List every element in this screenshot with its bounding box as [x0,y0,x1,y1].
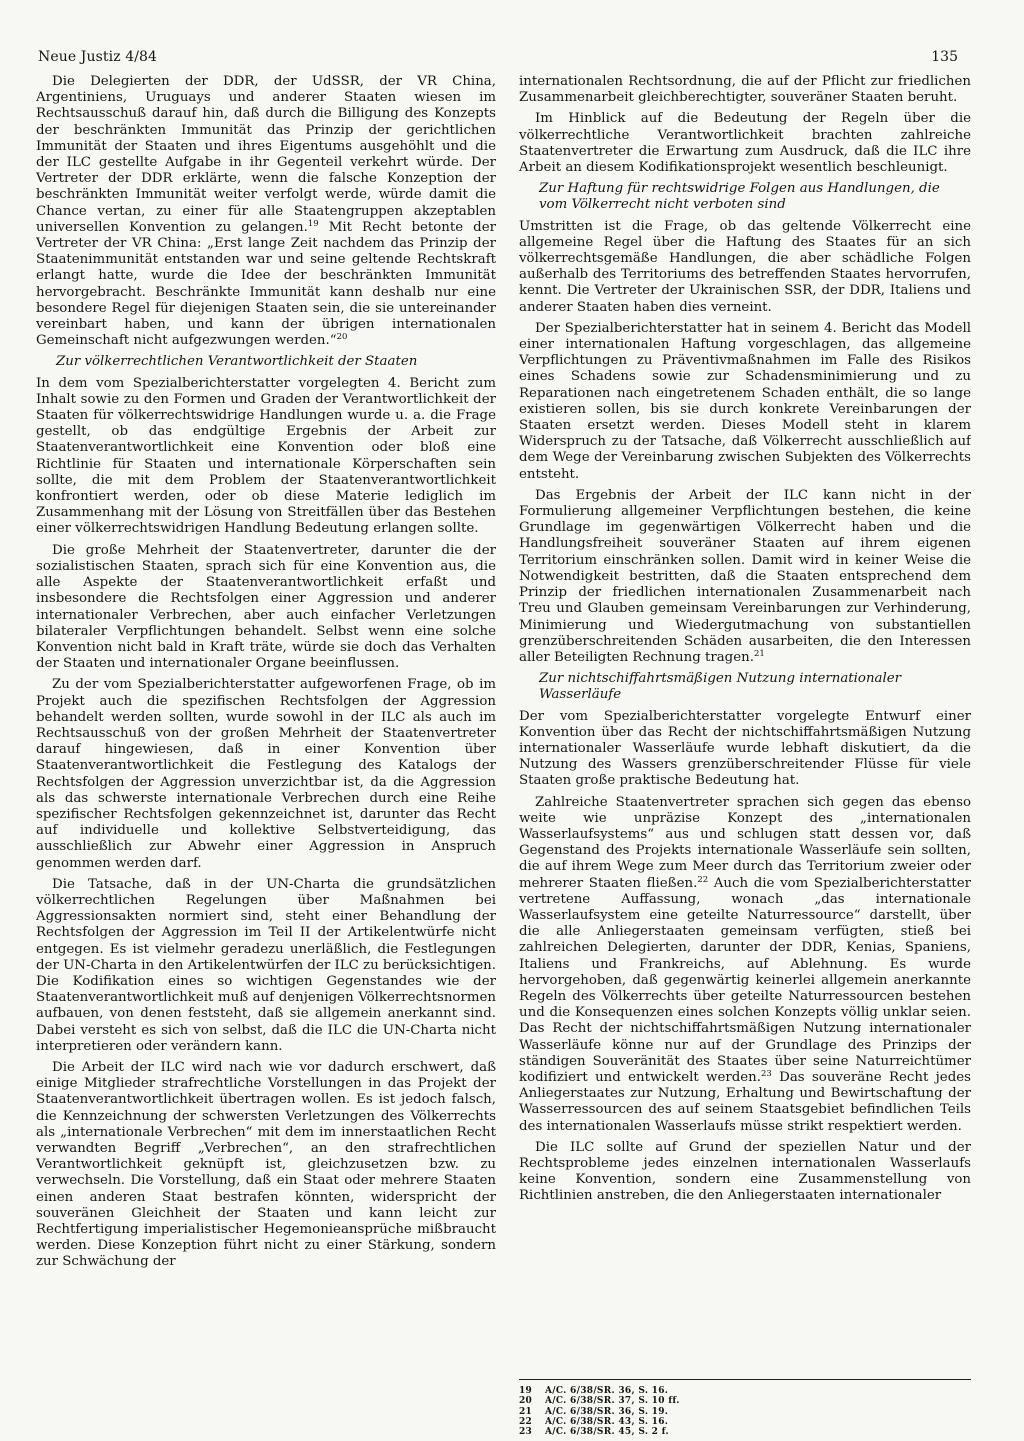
footnote-number: 22 [519,1416,533,1427]
footnote [519,1417,971,1427]
paragraph [519,488,971,666]
paragraph [519,795,971,1135]
footnote [519,1407,971,1417]
section-heading: Zur nichtschiffahrtsmäßigen Nutzung internationaler Wasserläufe [539,671,902,703]
paragraph: Die große Mehrheit der Staatenvertreter, darunter die der sozialistischen Staaten, sprach sich für eine Konvention aus, die alle Aspekte der Staatenverantwortlichkeit erfaßt und insbesondere die Rechtsfolgen einer Aggression und anderer internationaler Verbrechen, aber auch einfacher Verletzungen bilateraler Verpflichtungen behandelt. Selbst wenn eine solche Konvention nicht bald in Kraft träte, würde sie doch das Verhalten der Staaten und internationaler Organe beeinflussen. [36,542,496,672]
paragraph: internationalen Rechtsordnung, die auf der Pflicht zur friedlichen Zusammenarbeit gleichberechtigter, souveräner Staaten beruht. [519,74,971,106]
footnote-number: 20 [519,1396,533,1407]
footnote-number: 23 [519,1427,533,1438]
paragraph: Die Tatsache, daß in der UN-Charta die grundsätzlichen völkerrechtlichen Regelungen über Maßnahmen bei Aggressionsakten normiert sind, steht einer Behandlung der Rechtsfolgen der Aggression im Teil II der Artikelentwürfe nicht entgegen. Es ist vielmehr geradezu unerläßlich, die Festlegungen der UN-Charta in den Artikelentwürfen der ILC zu berücksichtigen. Die Kodifikation eines so wichtigen Gegenstandes wie der Staatenverantwortlichkeit muß auf denjenigen Völkerrechtsnormen aufbauen, von denen feststeht, daß sie allgemein anerkannt sind. Dabei versteht es sich von selbst, daß die ILC die UN-Charta nicht interpretieren oder verändern kann. [36,876,496,1054]
footnote [519,1396,971,1406]
footnote-text: A/C. 6/38/SR. 37, S. 10 ff. [545,1396,680,1407]
footnote-number: 21 [519,1406,533,1417]
footnote-ref: 23 [761,1068,772,1079]
footnote-ref: 20 [336,332,348,343]
footnote-text: A/C. 6/38/SR. 45, S. 2 f. [545,1427,669,1438]
paragraph: Im Hinblick auf die Bedeutung der Regeln über die völkerrechtliche Verantwortlichkeit brachten zahlreiche Staatenvertreter die Erwartung zum Ausdruck, daß die ILC ihre Arbeit an diesem Kodifikationsprojekt wesentlich beschleunigt. [519,111,971,176]
paragraph: Der Spezialberichterstatter hat in seinem 4. Bericht das Modell einer internationalen Haftung vorgeschlagen, das allgemeine Verpflichtungen zu Präventivmaßnahmen im Falle des Risikos eines Schadens sowie zur Schadensminimierung und zu Reparationen nach eingetretenem Schaden enthält, die so lange existieren sollen, bis sie durch konkrete Vereinbarungen der Staaten ersetzt werden. Dieses Modell steht in klarem Widerspruch zu der Tatsache, daß Völkerrecht ausschließlich auf dem Wege der Vereinbarung zwischen Subjekten des Völkerrechts entsteht. [519,320,971,482]
paragraph-text: Mit Recht betonte der Vertreter der VR China: „Erst lange Zeit nachdem das Prinzip der Staatenimmunität entstanden war und seine geltende Rechtskraft erlangt hatte, wurde die Idee der beschränkten Immunität hervorgebracht. Beschränkte Immunität kann deshalb nur eine besondere Regel für diejenigen Staaten sein, die sie untereinander vereinbart haben, und kann der übrigen internationalen Gemeinschaft nicht aufgezwungen werden.“ [36,219,496,349]
footnote [519,1386,971,1396]
left-column [36,74,496,1364]
footnotes [519,1386,971,1437]
page-number: 135 [931,49,958,65]
footnote-text: A/C. 6/38/SR. 36, S. 19. [545,1406,669,1417]
paragraph-text: Auch die vom Spezialberichterstatter vertretene Auffassung, wonach „das internationale Wasserlaufsystem eine geteilte Naturressource“ darstellt, über die alle Anliegerstaaten gemeinsam verfügten, stieß bei zahlreichen Delegierten, darunter der DDR, Kenias, Spaniens, Italiens und Frankreichs, auf Ablehnung. Es wurde hervorgehoben, daß gegenwärtig keinerlei allgemein anerkannte Regeln des Völkerrechts über geteilte Naturressourcen bestehen und die Konsequenzen eines solchen Konzepts völlig unklar seien. Das Recht der nichtschiffahrtsmäßigen Nutzung internationaler Wasserläufe könne nur auf der Grundlage des Prinzips der ständigen Souveränität des Staates über seine Naturreichtümer kodifiziert und entwickelt werden. [519,875,971,1085]
paragraph-text: Die Delegierten der DDR, der UdSSR, der VR China, Argentiniens, Uruguays und anderer Staaten wiesen im Rechtsausschuß darauf hin, daß durch die Billigung des Konzepts der beschränkten Immunität das Prinzip der gerichtlichen Immunität der Staaten und ihres Eigentums ausgehöhlt und die der ILC gestellte Aufgabe in ihr Gegenteil verkehrt würde. Der Vertreter der DDR erklärte, wenn die falsche Konzeption der beschränkten Immunität weiter verfolgt werde, würde damit die Chance vertan, zu einer für alle Staatengruppen akzeptablen universellen Konvention zu gelangen. [36,74,496,235]
paragraph-text: Zahlreiche Staatenvertreter sprachen sich gegen das ebenso weite wie unpräzise Konzept des „internationalen Wasserlaufsystems“ aus und schlugen statt dessen vor, daß Gegenstand des Projekts internationale Wasserläufe sein sollten, die auf ihrem Wege zum Meer durch das Territorium zweier oder mehrerer Staaten fließen. [519,794,971,891]
paragraph-text: Das souveräne Recht jedes Anliegerstaates zur Nutzung, Erhaltung und Bewirtschaftung der Wasserressourcen des auf seinem Staatsgebiet befindlichen Teils des internationalen Wasserlaufs müsse strikt respektiert werden. [519,1069,971,1134]
journal-header: Neue Justiz 4/84 [38,49,158,65]
footnote-text: A/C. 6/38/SR. 43, S. 16. [545,1416,669,1427]
paragraph: Zu der vom Spezialberichterstatter aufgeworfenen Frage, ob im Projekt auch die spezifischen Rechtsfolgen der Aggression behandelt werden sollten, wurde sowohl in der ILC als auch im Rechtsausschuß von der großen Mehrheit der Staatenvertreter darauf hingewiesen, daß in einer Konvention über Staatenverantwortlichkeit die Festlegung des Katalogs der Rechtsfolgen der Aggression unverzichtbar ist, da die Aggression als das schwerste internationale Verbrechen durch eine Reihe spezifischer Rechtsfolgen gekennzeichnet ist, darunter das Recht auf individuelle und kollektive Selbstverteidigung, das ausschließlich zur Abwehr einer Aggression in Anspruch genommen werden darf. [36,677,496,871]
footnote-number: 19 [519,1386,533,1396]
footnote-ref: 21 [753,648,765,659]
footnote-ref: 22 [697,874,709,885]
section-heading: Zur Haftung für rechtswidrige Folgen aus Handlungen, die vom Völkerrecht nicht verboten sind [539,181,940,213]
paragraph-text: Das Ergebnis der Arbeit der ILC kann nicht in der Formulierung allgemeiner Verpflichtungen bestehen, die keine Grundlage im gegenwärtigen Völkerrecht haben und die Handlungsfreiheit souveräner Staaten auf ihrem eigenen Territorium einschränken sollen. Damit wird in keiner Weise die Notwendigkeit bestritten, daß die Staaten entsprechend dem Prinzip der friedlichen internationalen Zusammenarbeit nach Treu und Glauben gemeinsam Vereinbarungen zur Verhinderung, Minimierung und Wiedergutmachung von substantiellen grenzüberschreitenden Schäden ausarbeiten, die den Interessen aller Beteiligten Rechnung tragen. [519,487,971,665]
paragraph: In dem vom Spezialberichterstatter vorgelegten 4. Bericht zum Inhalt sowie zu den Formen und Graden der Verantwortlichkeit der Staaten für völkerrechtswidrige Handlungen wurde u. a. die Frage gestellt, ob das endgültige Ergebnis der Arbeit zur Staatenverantwortlichkeit eine Konvention oder bloß eine Richtlinie für Staaten und internationale Körperschaften sein sollte, die mit dem Problem der Staatenverantwortlichkeit konfrontiert werden, oder ob diese Materie lediglich im Zusammenhang mit der Lösung von Streitfällen über das Bestehen einer völkerrechtswidrigen Handlung Bedeutung erlangen sollte. [36,375,496,537]
footnote [519,1427,971,1437]
right-column [519,74,971,1364]
footnote-divider [519,1379,971,1380]
paragraph: Der vom Spezialberichterstatter vorgelegte Entwurf einer Konvention über das Recht der nichtschiffahrtsmäßigen Nutzung internationaler Wasserläufe wurde lebhaft diskutiert, da die Nutzung des Wassers grenzüberschreitender Flüsse für viele Staaten große praktische Bedeutung hat. [519,708,971,789]
paragraph: Die Arbeit der ILC wird nach wie vor dadurch erschwert, daß einige Mitglieder strafrechtliche Vorstellungen in das Projekt der Staatenverantwortlichkeit übertragen wollen. Es ist jedoch falsch, die Kennzeichnung der schwersten Verletzungen des Völkerrechts als „internationale Verbrechen“ mit dem im innerstaatlichen Recht verwandten Begriff „Verbrechen“, an den strafrechtlichen Verantwortlichkeit geknüpft ist, gleichzusetzen bzw. zu verwechseln. Die Vorstellung, daß ein Staat oder mehrere Staaten einen anderen Staat bestrafen könnten, widerspricht der souveränen Gleichheit der Staaten und kann leicht zur Rechtfertigung imperialistischer Hegemonieansprüche mißbraucht werden. Diese Konzeption führt nicht zu einer Stärkung, sondern zur Schwächung der [36,1059,496,1270]
paragraph: Umstritten ist die Frage, ob das geltende Völkerrecht eine allgemeine Regel über die Haftung des Staates für an sich völkerrechtsgemäße Handlungen, die aber schädliche Folgen außerhalb des Territoriums des betreffenden Staates hervorrufen, kennt. Die Vertreter der Ukrainischen SSR, der DDR, Italiens und anderer Staaten haben dies verneint. [519,218,971,315]
footnote-text: A/C. 6/38/SR. 36, S. 16. [545,1386,669,1396]
paragraph [36,74,496,349]
footnote-ref: 19 [307,218,319,229]
paragraph: Die ILC sollte auf Grund der speziellen Natur und der Rechtsprobleme jedes einzelnen internationalen Wasserlaufs keine Konvention, sondern eine Zusammenstellung von Richtlinien anstreben, die den Anliegerstaaten internationaler [519,1139,971,1204]
section-heading: Zur völkerrechtlichen Verantwortlichkeit der Staaten [56,354,418,370]
